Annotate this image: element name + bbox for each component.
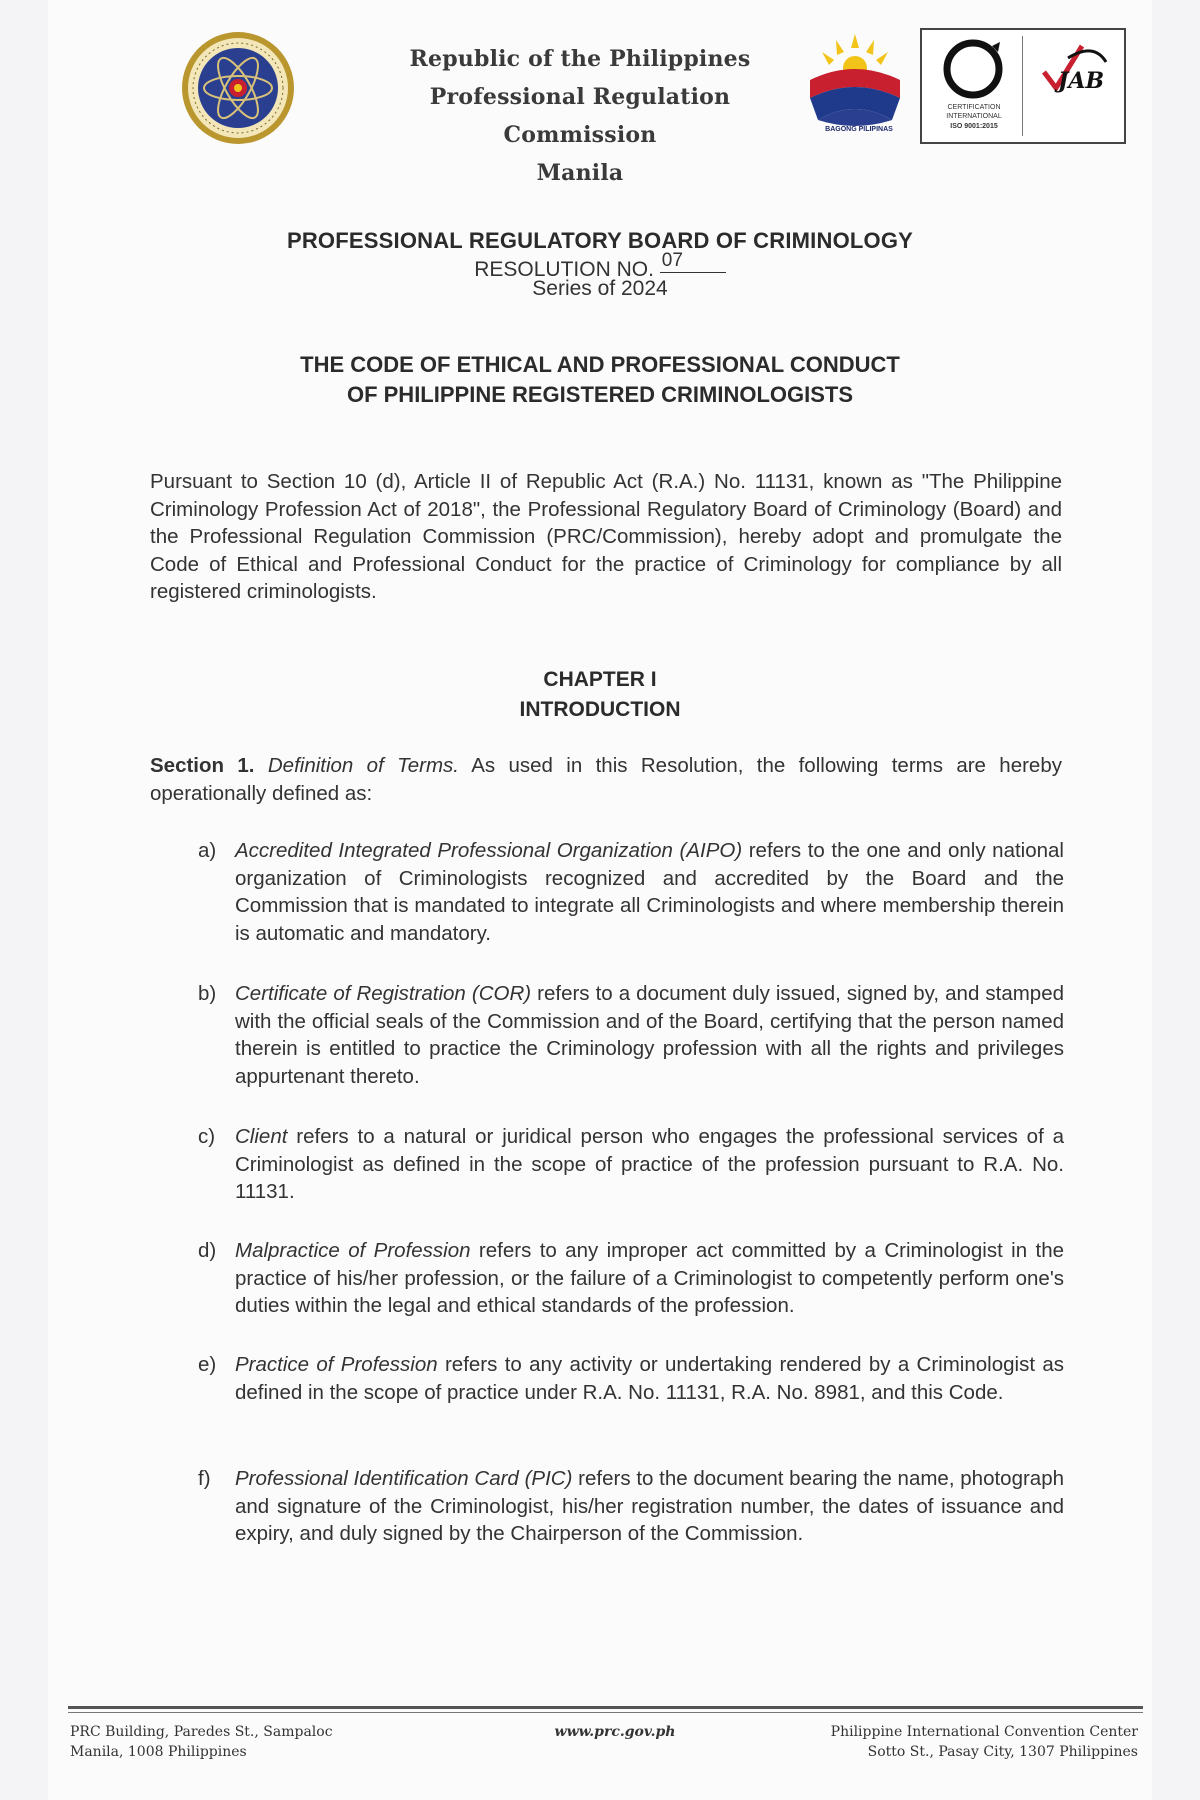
cert-left-line3: ISO 9001:2015 — [950, 123, 998, 130]
definition-term: Professional Identification Card (PIC) — [235, 1467, 573, 1490]
footer-left-line1: PRC Building, Paredes St., Sampaloc — [70, 1724, 333, 1740]
definition-marker: a) — [198, 839, 217, 862]
prc-seal-icon — [180, 30, 296, 146]
section-1-paragraph — [150, 752, 1062, 807]
footer-website-link[interactable]: www.prc.gov.ph — [554, 1724, 676, 1740]
chapter-heading — [150, 665, 1050, 725]
footer-address-right — [760, 1722, 1138, 1762]
definition-term: Malpractice of Profession — [235, 1239, 471, 1262]
definition-marker: b) — [198, 982, 217, 1005]
letterhead — [360, 40, 800, 192]
iso-certification-icon — [940, 36, 1006, 102]
section-1-heading: Definition of Terms. — [267, 754, 460, 777]
footer-right-line1: Philippine International Convention Center — [830, 1724, 1138, 1740]
definition-term: Practice of Profession — [235, 1353, 438, 1376]
series-line: Series of 2024 — [532, 277, 668, 300]
definition-text: refers to any improper act committed by a Criminologist in the practice of his/her profession, or the failure of a Criminologist to competently perform one's duties within the legal and ethical standards of the profession. — [235, 1239, 1065, 1317]
preamble-paragraph: Pursuant to Section 10 (d), Article II of Republic Act (R.A.) No. 11131, known as "The Philippine Criminology Profession Act of 2018", the Professional Regulatory Board of Criminology (Board) and the Professional Regulation Commission (PRC/Commission), hereby adopt and promulgate the Code of Ethical and Professional Conduct for the practice of Criminology for compliance by all registered criminologists. — [150, 470, 1062, 603]
resolution-number: 07 — [660, 250, 726, 273]
footer-address-left — [70, 1722, 390, 1762]
bagong-pilipinas-logo-icon — [800, 28, 910, 138]
section-1-label: Section 1. — [150, 754, 255, 777]
footer-rule-thick — [68, 1706, 1143, 1709]
definition-marker: c) — [198, 1125, 216, 1148]
code-title-line2: OF PHILIPPINE REGISTERED CRIMINOLOGISTS — [346, 382, 854, 407]
board-title: PROFESSIONAL REGULATORY BOARD OF CRIMINOLOGY — [286, 228, 914, 253]
cert-left-line2: INTERNATIONAL — [946, 113, 1002, 120]
definition-item — [198, 1351, 1064, 1406]
definition-marker: e) — [198, 1353, 217, 1376]
chapter-number: CHAPTER I — [543, 668, 657, 691]
definition-item — [198, 1237, 1064, 1320]
letterhead-city: Manila — [536, 160, 624, 186]
certification-box — [920, 28, 1126, 144]
definition-text: refers to a document duly issued, signed by, and stamped with the official seals of the Commission and of the Board, certifying that the person named therein is entitled to practice the Criminology profession with all the rights and privileges appurtenant thereto. — [235, 982, 1065, 1088]
definition-text: refers to the one and only national organization of Criminologists recognized and accredited by the Board and the Commission that is mandated to integrate all Criminologists and where membership therein is automatic and mandatory. — [235, 839, 1064, 945]
definition-text: refers to the document bearing the name, photograph and signature of the Criminologist, his/her registration number, the dates of issuance and expiry, and duly signed by the Chairperson of the Commission. — [235, 1467, 1065, 1545]
definition-marker: f) — [198, 1467, 211, 1490]
resolution-header — [150, 228, 1050, 301]
definition-text: refers to any activity or undertaking rendered by a Criminologist as defined in the scope of practice under R.A. No. 11131, R.A. No. 8981, and this Code. — [235, 1353, 1064, 1404]
definition-text: refers to a natural or juridical person who engages the professional services of a Criminologist as defined in the scope of practice of the profession pursuant to R.A. No. 11131. — [235, 1125, 1065, 1203]
definition-term: Client — [235, 1125, 288, 1148]
cert-divider — [1022, 36, 1023, 136]
bagong-pilipinas-label: BAGONG PILIPINAS — [825, 126, 893, 133]
definition-term: Accredited Integrated Professional Organization (AIPO) — [235, 839, 743, 862]
footer-right-line2: Sotto St., Pasay City, 1307 Philippines — [867, 1744, 1138, 1760]
code-title — [150, 350, 1050, 410]
definition-term: Certificate of Registration (COR) — [235, 982, 532, 1005]
footer-rule-thin — [68, 1712, 1143, 1713]
section-1-text: As used in this Resolution, the following terms are hereby operationally defined as: — [150, 754, 1062, 805]
definition-item — [198, 980, 1064, 1090]
code-title-line1: THE CODE OF ETHICAL AND PROFESSIONAL CONDUCT — [300, 352, 900, 377]
letterhead-republic: Republic of the Philippines — [409, 46, 751, 72]
chapter-name: INTRODUCTION — [519, 698, 681, 721]
definition-item — [198, 1123, 1064, 1206]
definition-marker: d) — [198, 1239, 217, 1262]
footer-left-line2: Manila, 1008 Philippines — [70, 1744, 247, 1760]
page-margin-left — [0, 0, 48, 1800]
definition-item — [198, 1465, 1064, 1548]
jab-brand: JAB — [1058, 68, 1105, 94]
letterhead-commission: Professional Regulation Commission — [429, 84, 731, 148]
cert-left-line1: CERTIFICATION — [947, 104, 1001, 111]
definition-item — [198, 837, 1064, 947]
page-margin-right — [1152, 0, 1200, 1800]
resolution-label: RESOLUTION NO. — [474, 258, 654, 281]
